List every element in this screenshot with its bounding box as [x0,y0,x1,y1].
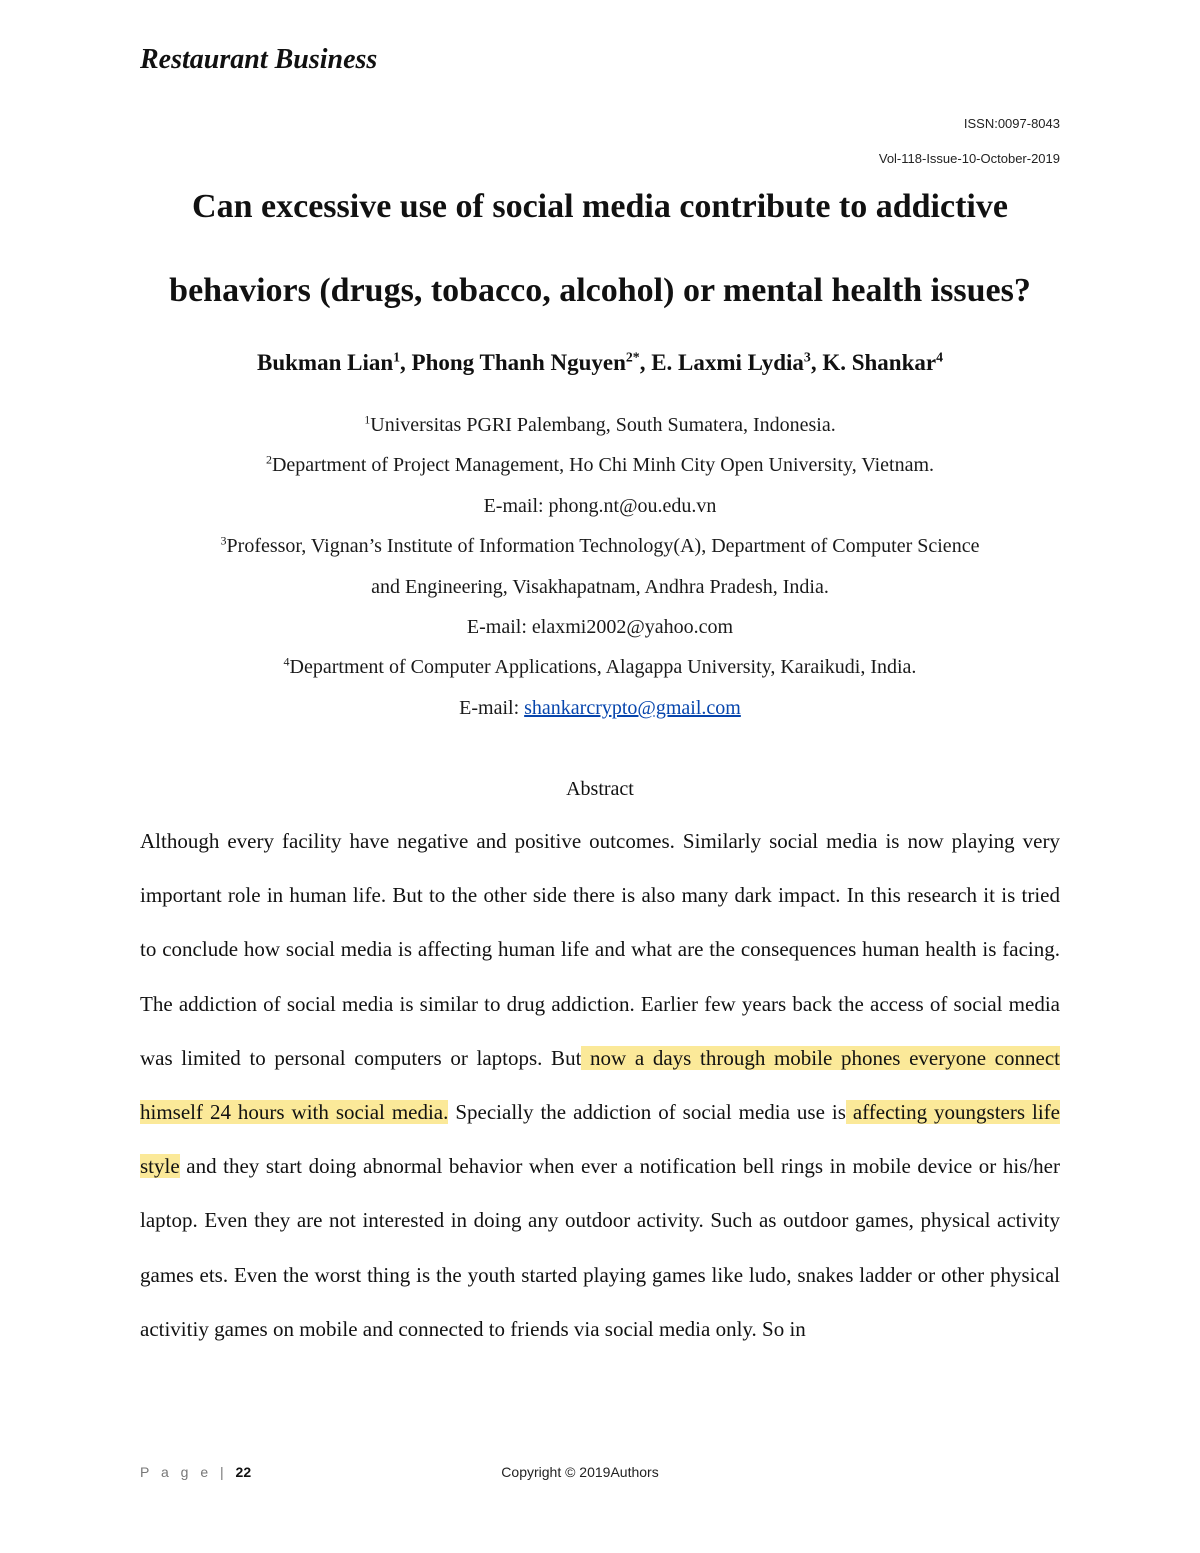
highlight-1: now a days through mobile phones everyone connect himself 24 hours with social media. [140,1045,1060,1125]
author-sup: 1 [393,349,401,365]
paper-title-line-2: behaviors (drugs, tobacco, alcohol) or mental health issues? [169,272,1031,309]
abstract-text-part-3: and they start doing abnormal behavior when ever a notification bell rings in mobile device or his/her laptop. Even they are not interested in doing any outdoor activity. Such as outdoor games, physical activity games ets. Even the worst thing is the youth started playing games like ludo, snakes ladder or other physical activitiy games on mobile and connected to friends via social media only. So in [140,1154,1060,1341]
volume-issue: Vol-118-Issue-10-October-2019 [878,151,1060,166]
abstract-text-part-1: Although every facility have negative and positive outcomes. Similarly social media is now playing very important role in human life. But to the other side there is also many dark impact. In this research it is tried to conclude how social media is affecting human life and what are the consequences human health is facing. The addiction of social media is similar to drug addiction. Earlier few years back the access of social media was limited to personal computers or laptops. But [140,829,1060,1070]
affiliation-sup: 2 [265,452,272,467]
page-number: 22 [235,1464,252,1480]
affiliation-1 [100,414,1100,437]
author-separator: , [400,350,412,375]
journal-name: Restaurant Business [140,44,378,75]
affiliation-text: Department of Computer Applications, Alagappa University, Karaikudi, India. [289,656,917,678]
author-name: K. Shankar [822,350,937,375]
affiliation-sup: 3 [220,533,227,548]
author-sup: 4 [936,349,943,365]
author-sup: 2* [625,349,640,365]
page-number-footer [140,1464,251,1480]
abstract-heading: Abstract [566,778,634,800]
paper-title-line-1: Can excessive use of social media contribute to addictive [192,188,1008,225]
author-name: E. Laxmi Lydia [651,350,804,375]
author-separator: , [810,350,823,375]
highlight-2: affecting youngsters life style [140,1100,1060,1179]
email-link[interactable]: shankarcrypto@gmail.com [524,697,741,719]
abstract-text-part-2: Specially the addiction of social media use is [448,1100,846,1125]
affiliation-text: Universitas PGRI Palembang, South Sumatera, Indonesia. [370,414,836,436]
affiliation-3 [100,535,1100,558]
affiliation-3-line-2: and Engineering, Visakhapatnam, Andhra Pradesh, India. [371,576,829,598]
author-name: Phong Thanh Nguyen [411,350,626,375]
author-name: Bukman Lian [256,350,394,375]
issn: ISSN:0097-8043 [963,116,1060,131]
affiliation-sup: 4 [283,654,290,669]
affiliation-3-email: E-mail: elaxmi2002@yahoo.com [466,616,734,638]
page-label: P a g e | [140,1464,236,1480]
abstract-body [140,814,1060,1356]
affiliation-text: Professor, Vignan’s Institute of Information Technology(A), Department of Computer Science [226,535,980,557]
copyright-footer: Copyright © 2019Authors [501,1464,659,1480]
affiliation-sup: 1 [364,412,371,427]
affiliation-text: Department of Project Management, Ho Chi Minh City Open University, Vietnam. [271,454,934,476]
affiliation-4 [100,656,1100,679]
affiliation-4-email [100,697,1100,720]
email-label: E-mail: [459,697,525,719]
affiliation-2-email: E-mail: phong.nt@ou.edu.vn [483,495,717,517]
author-sup: 3 [803,349,811,365]
author-separator: , [639,350,652,375]
affiliation-2 [100,454,1100,477]
author-list [100,350,1100,376]
